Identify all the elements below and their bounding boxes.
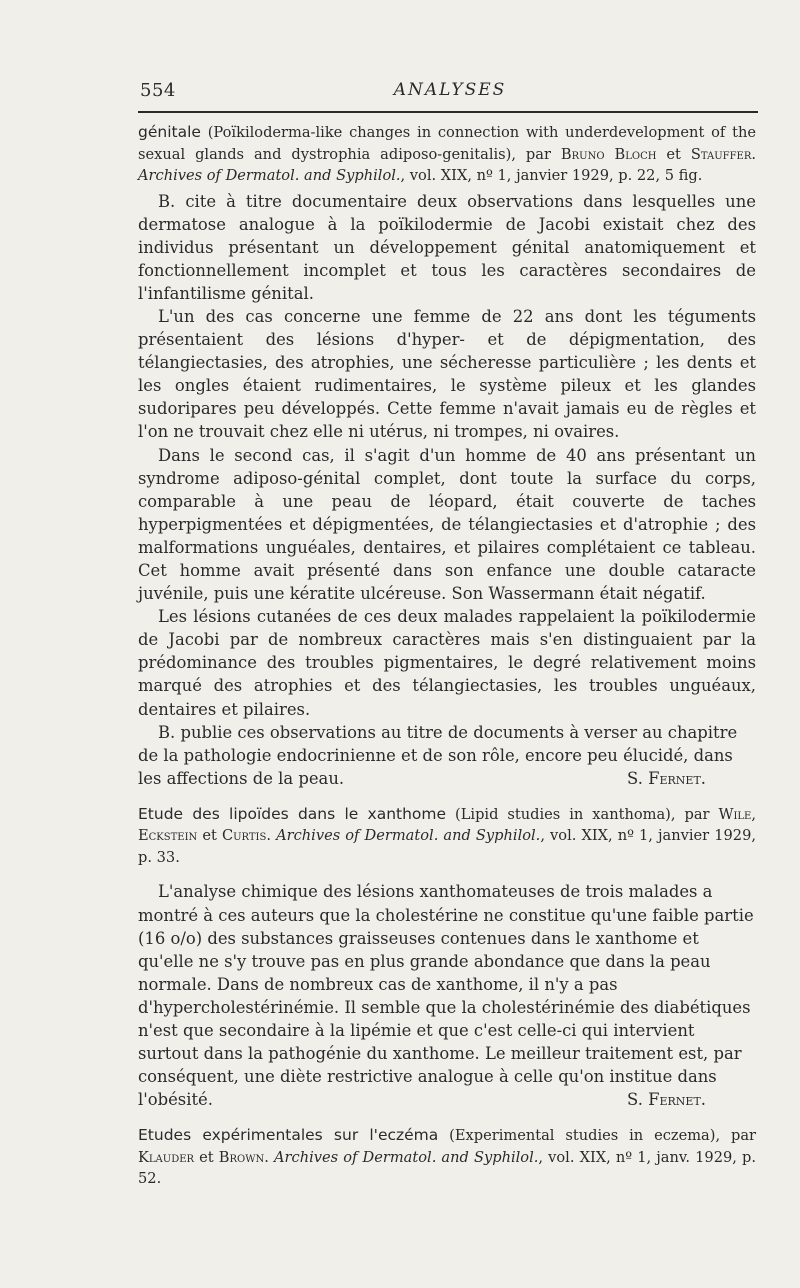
citation-conjunction: et	[656, 145, 691, 163]
article-1-title-tail: génitale	[138, 123, 201, 141]
citation-separator: .	[751, 145, 756, 163]
review-article-1	[138, 122, 756, 790]
article-3-title: Etudes expérimentales sur l'eczéma	[138, 1126, 439, 1145]
journal-name: Archives of Dermatol. and Syphilol.	[274, 1148, 539, 1166]
citation-details: , vol. XIX, nº 1, janvier 1929, p. 33.	[138, 827, 757, 866]
author-name: Stauffer	[690, 145, 752, 163]
article-2-title: Etude des lipoïdes dans le xanthome	[138, 804, 447, 823]
article-1-paragraph: L'un des cas concerne une femme de 22 ans dont les téguments présentaient des lésions d'hyper- et de dépigmentation, des télangiectasies, des atrophies, une sécheresse particulière ; les dents et les ongles étaient rudimentaires, le système pileux et les glandes sudoripares peu développés. Cette femme n'avait jamais eu de règles et l'on ne trouvait chez elle ni utérus, ni trompes, ni ovaires.	[138, 306, 756, 442]
author-name: Klauder	[138, 1148, 195, 1166]
citation-separator: .	[264, 1148, 274, 1166]
journal-name: Archives of Dermatol. and Syphilol.	[276, 827, 541, 845]
author-name: Bruno Bloch	[560, 145, 657, 163]
article-1-closing-paragraph	[138, 721, 756, 790]
author-name: Curtis	[221, 827, 267, 845]
citation-details: , vol. XIX, nº 1, janv. 1929, p. 52.	[138, 1148, 757, 1188]
article-1-paragraph: Les lésions cutanées de ces deux malades rappelaient la poïkilodermie de Jacobi par de nombreux caractères mais s'en distinguaient par la prédominance des troubles pigmentaires, le degré relativement moins marqué des atrophies et des télangiectasies, les troubles unguéaux, dentaires et pilaires.	[138, 607, 756, 719]
article-2-signature: S. Fernet.	[627, 1090, 706, 1110]
article-3-citation	[138, 1125, 756, 1190]
running-title: ANALYSES	[393, 80, 507, 100]
author-name: Brown	[218, 1148, 265, 1166]
citation-text: (Lipid studies in xanthoma), par	[446, 805, 719, 823]
review-article-2	[138, 804, 756, 1111]
citation-text: (Poïkiloderma-like changes in connection with underdevelopment of the sexual glands and dystrophia adiposo-genitalis), par	[138, 124, 756, 163]
citation-text: (Experimental studies in eczema), par	[438, 1127, 756, 1145]
review-article-3	[138, 1125, 756, 1190]
running-header	[140, 80, 760, 108]
journal-name: Archives of Dermatol. and Syphilol.	[138, 167, 401, 184]
article-1-closing-text: B. publie ces observations au titre de documents à verser au chapitre de la pathologie endocrinienne et de son rôle, encore peu élucidé, dans les affections de la peau.	[138, 722, 738, 788]
text-column	[138, 122, 756, 1190]
article-2-paragraph	[138, 880, 756, 1111]
header-rule	[138, 111, 758, 113]
article-2-text: L'analyse chimique des lésions xanthomateuses de trois malades a montré à ces auteurs que la cholestérine ne constitue qu'une faible partie (16 o/o) des substances graisseuses contenues dans le xanthome et qu'elle ne s'y trouve pas en plus grande abondance que dans la peau normale. Dans de nombreux cas de xanthome, il n'y a pas d'hypercholestérinémie. Il semble que la cholestérinémie des diabétiques n'est que secondaire à la lipémie et que c'est celle-ci qui intervient surtout dans la pathogénie du xanthome. Le meilleur traitement est, par conséquent, une diète restrictive analogue à celle qu'on institue dans l'obésité.	[138, 882, 754, 1110]
article-1-paragraph: Dans le second cas, il s'agit d'un homme de 40 ans présentant un syndrome adiposo-génital complet, dont toute la surface du corps, comparable à une peau de léopard, était couverte de taches hyperpigmentées et dépigmentées, de télangiectasies et d'atrophie ; des malformations unguéales, dentaires, et pilaires complétaient ce tableau. Cet homme avait présenté dans son enfance une double cataracte juvénile, puis une kératite ulcéreuse. Son Wassermann était négatif.	[138, 445, 756, 604]
author-name: Wile, Eckstein	[138, 805, 756, 845]
citation-conjunction: et	[194, 1148, 219, 1166]
citation-details: , vol. XIX, nº 1, janvier 1929, p. 22, 5 fig.	[400, 167, 703, 184]
article-1-signature: S. Fernet.	[627, 768, 706, 788]
article-2-citation	[138, 804, 756, 869]
article-1-paragraph: B. cite à titre documentaire deux observations dans lesquelles une dermatose analogue à la poïkilodermie de Jacobi existait chez des individus présentant un développement génital anatomiquement et fonctionnellement incomplet et tous les caractères secondaires de l'infantilisme génital.	[138, 191, 756, 303]
citation-conjunction: et	[197, 827, 222, 845]
page-number: 554	[140, 80, 176, 101]
article-1-citation	[138, 122, 756, 187]
citation-separator: .	[266, 827, 277, 845]
